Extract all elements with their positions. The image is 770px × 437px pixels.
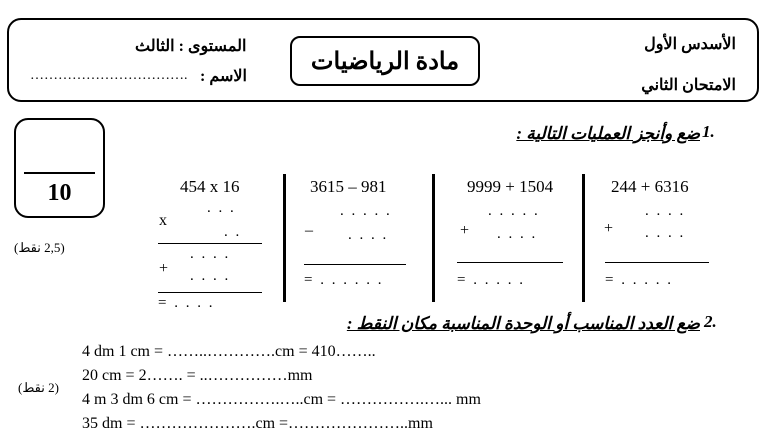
exam-label: الامتحان الثاني xyxy=(641,77,736,94)
result-row[interactable]: = . . . . . . xyxy=(304,272,384,288)
column-separator xyxy=(582,174,585,302)
dots-row[interactable]: . . . . . xyxy=(340,203,392,219)
q2-number: 2. xyxy=(704,312,717,331)
semester-label: الأسدس الأول xyxy=(644,36,736,53)
dots-row[interactable]: . . . . xyxy=(348,227,389,243)
result-row[interactable]: = . . . . xyxy=(158,295,215,311)
plus-symbol: + xyxy=(159,260,169,277)
dots-row[interactable]: . . . . xyxy=(190,268,231,284)
result-row[interactable]: = . . . . . xyxy=(457,272,525,288)
dots-row[interactable]: . . . . xyxy=(497,226,538,242)
score-box xyxy=(14,118,105,218)
name-field[interactable]: ……………………………. xyxy=(30,68,188,83)
q2-points: (2 نقط) xyxy=(18,380,59,395)
subject-title: مادة الرياضيات xyxy=(290,36,480,86)
q1-title: ضع وأنجز العمليات التالية : xyxy=(516,124,700,143)
dots-row[interactable]: . . . xyxy=(207,200,236,216)
dots-row[interactable]: . . . . . xyxy=(488,203,540,219)
result-row[interactable]: = . . . . . xyxy=(605,272,673,288)
dots-row[interactable]: . . . . xyxy=(190,246,231,262)
score-total: 10 xyxy=(47,180,72,206)
name-label: الاسم : xyxy=(200,68,247,85)
minus-symbol: – xyxy=(305,222,313,239)
conversion-line[interactable]: 4 m 3 dm 6 cm = …………….…..cm = …………….…... mm xyxy=(82,391,481,408)
sum-line xyxy=(158,292,262,293)
operation-expression: 9999 + 1504 xyxy=(467,177,554,196)
operation-expression: 454 x 16 xyxy=(180,177,240,196)
column-separator xyxy=(432,174,435,302)
column-separator xyxy=(283,174,286,302)
conversion-line[interactable]: 35 dm = ………………….cm =…………………..mm xyxy=(82,415,433,432)
score-fraction-line xyxy=(24,172,95,174)
q2-title: ضع العدد المناسب أو الوحدة المناسبة مكان النقط : xyxy=(346,314,700,333)
plus-symbol: + xyxy=(604,220,614,237)
operation-expression: 3615 – 981 xyxy=(310,177,387,196)
conversion-line[interactable]: 4 dm 1 cm = ……..………….cm = 410…….. xyxy=(82,343,376,360)
dots-row[interactable]: . . xyxy=(224,224,242,240)
conversion-line[interactable]: 20 cm = 2……. = ..……………mm xyxy=(82,367,313,384)
sum-line xyxy=(457,262,563,263)
q1-number: 1. xyxy=(702,122,715,141)
dots-row[interactable]: . . . . xyxy=(645,225,686,241)
sum-line xyxy=(605,262,709,263)
dots-row[interactable]: . . . . xyxy=(645,203,686,219)
difference-line xyxy=(304,264,406,265)
plus-symbol: + xyxy=(460,222,470,239)
times-symbol: x xyxy=(159,212,167,229)
q1-points: (2,5 نقط) xyxy=(14,240,65,255)
level-label: المستوى : الثالث xyxy=(135,38,247,55)
operation-expression: 244 + 6316 xyxy=(611,177,689,196)
product-line xyxy=(158,243,262,244)
